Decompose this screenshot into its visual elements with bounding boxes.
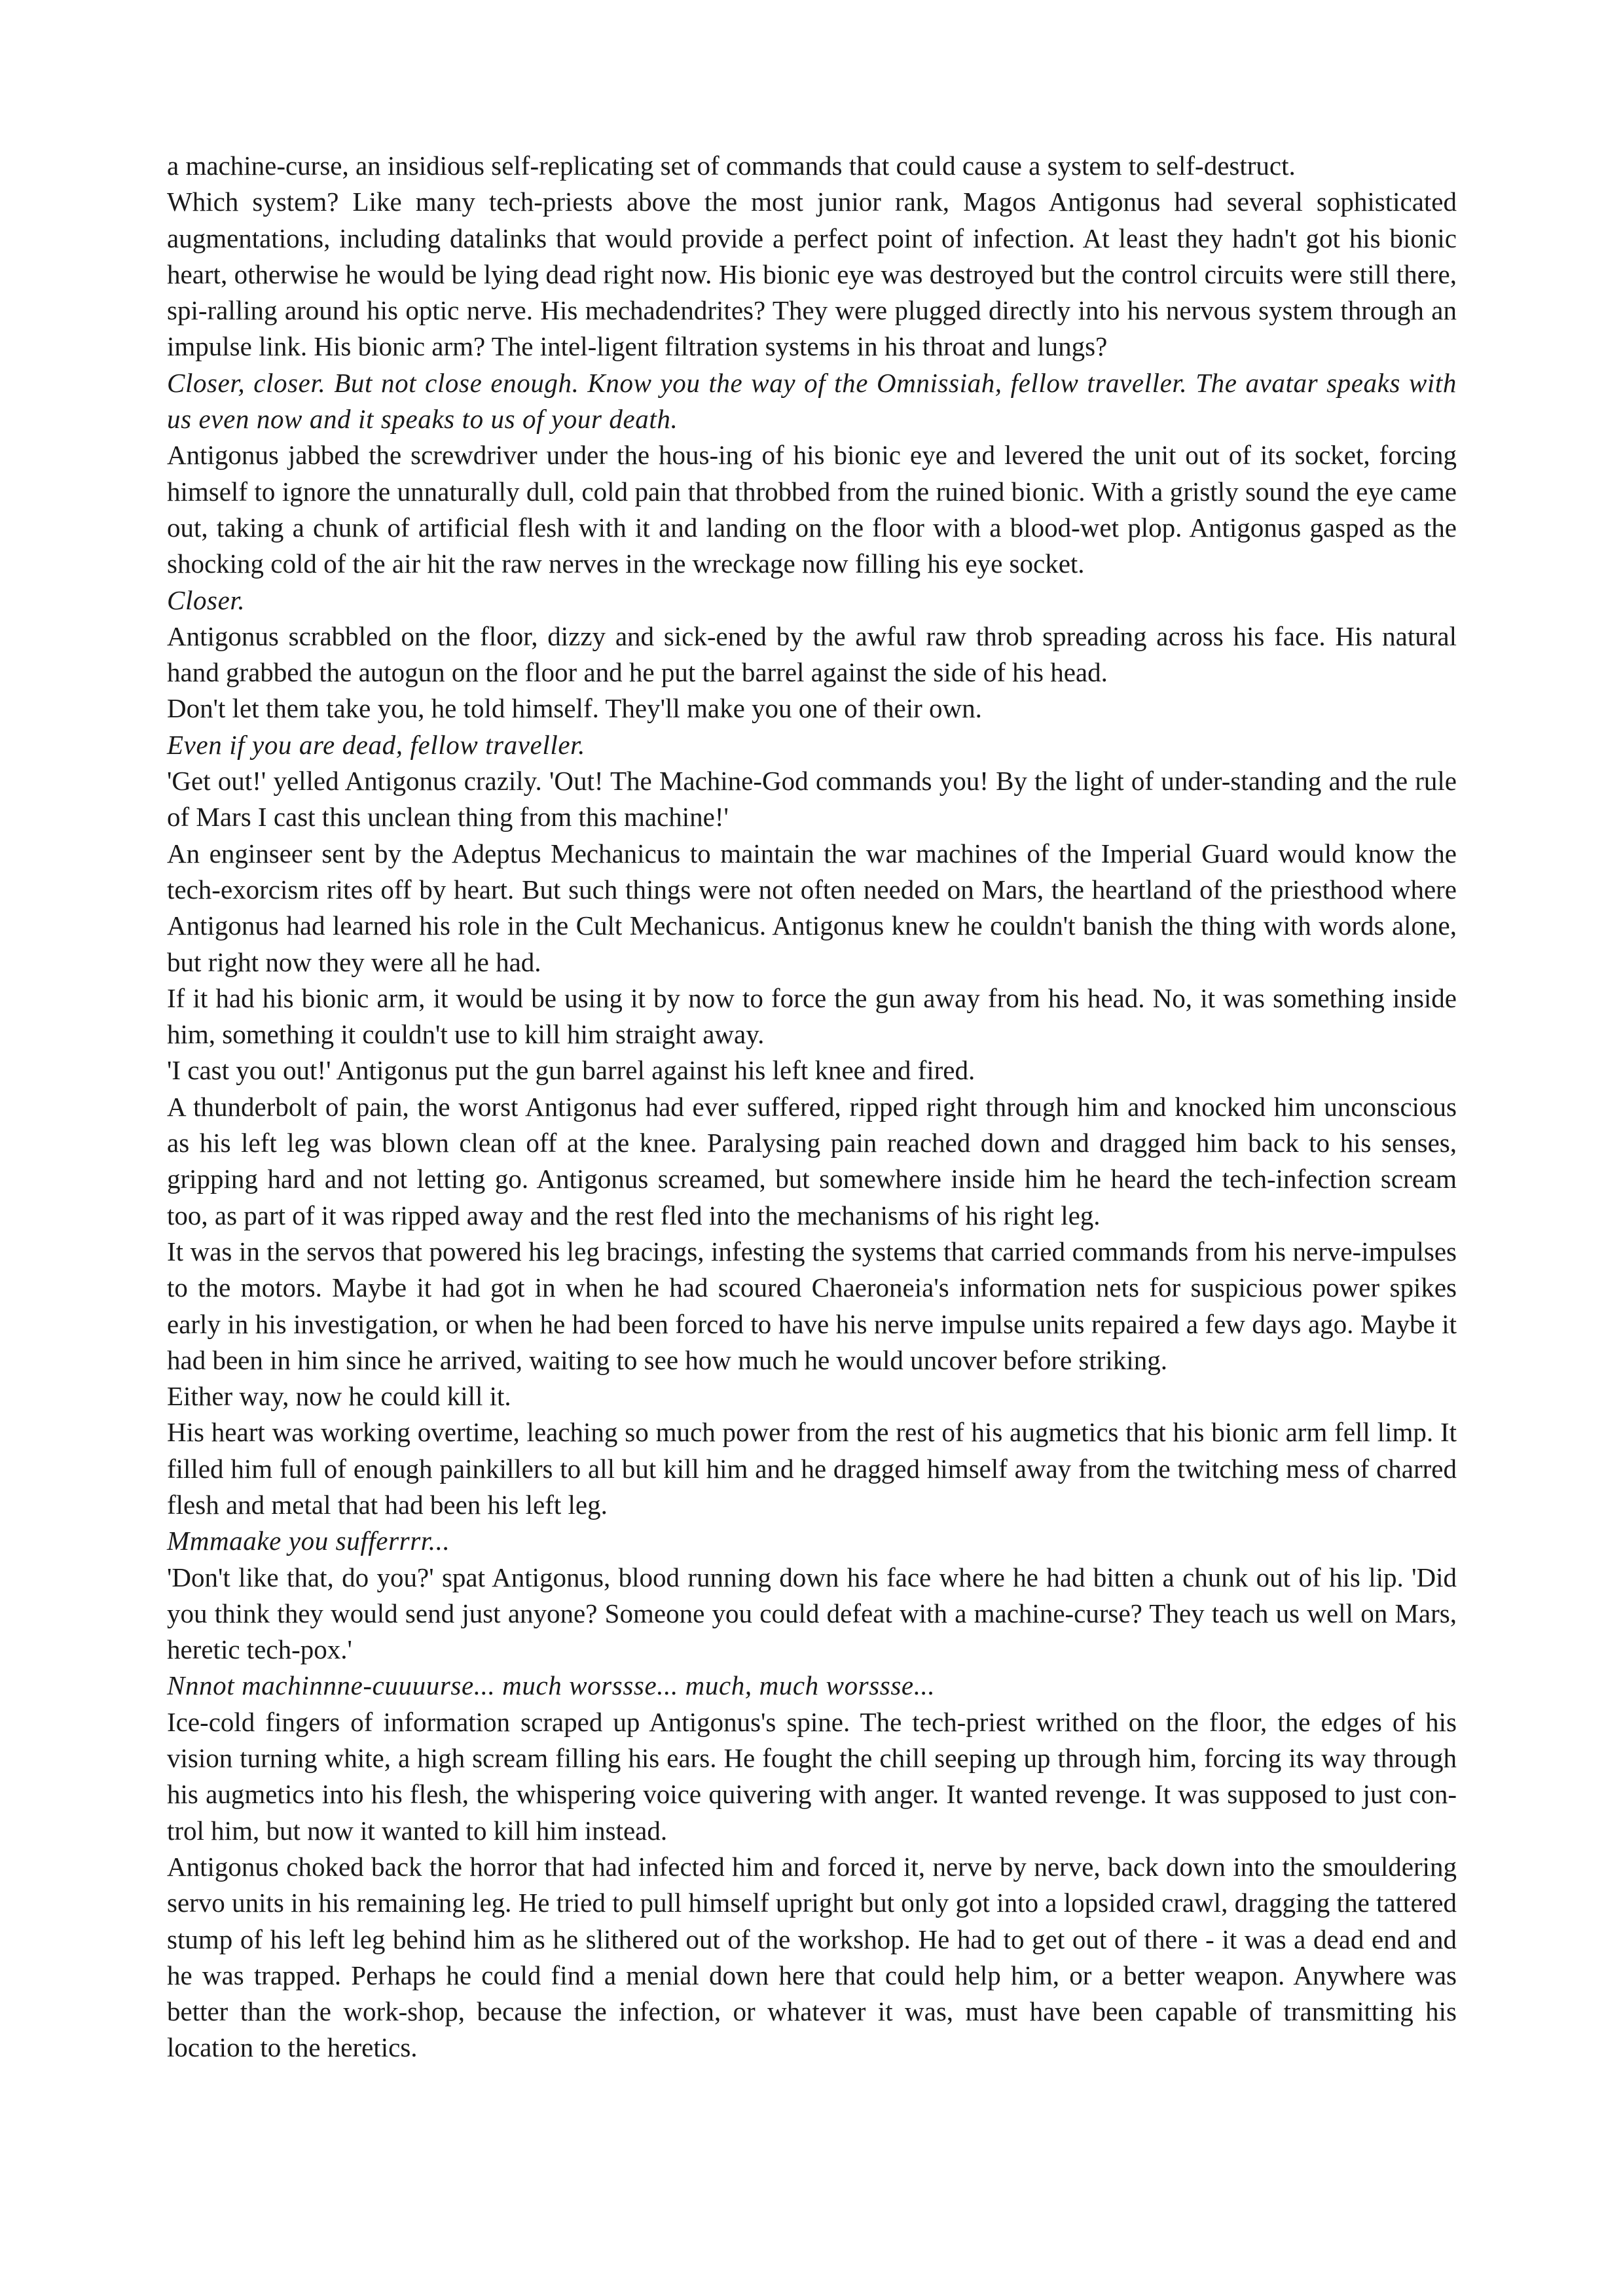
paragraph: If it had his bionic arm, it would be using it by now to force the gun away from his head. No, it was something inside him, something it couldn't use to kill him straight away. (167, 982, 1457, 1050)
paragraph: Antigonus scrabbled on the floor, dizzy and sick-ened by the awful raw throb spreading across his face. His natural hand grabbed the autogun on the floor and he put the barrel against the side of his head. (167, 620, 1457, 688)
paragraph: Ice-cold fingers of information scraped up Antigonus's spine. The tech-priest writhed on the floor, the edges of his vision turning white, a high scream filling his ears. He fought the chill seeping up through him, forcing its way through his augmetics into his flesh, the whispering voice quivering with anger. It wanted revenge. It was supposed to just con-trol him, but now it wanted to kill him instead. (167, 1706, 1457, 1846)
paragraph: a machine-curse, an insidious self-replicating set of commands that could cause a system to self-destruct. (167, 151, 1296, 181)
machine-voice-paragraph: Mmmaake you sufferrrr... (167, 1526, 450, 1556)
paragraph: 'Get out!' yelled Antigonus crazily. 'Out! The Machine-God commands you! By the light of under-standing and the rule of Mars I cast this unclean thing from this machine!' (167, 766, 1457, 833)
paragraph: A thunderbolt of pain, the worst Antigonus had ever suffered, ripped right through him and knocked him unconscious as his left leg was blown clean off at the knee. Paralysing pain reached down and dragged him back to his senses, gripping hard and not letting go. Antigonus screamed, but somewhere inside him he heard the tech-infection scream too, as part of it was ripped away and the rest fled into the mechanisms of his right leg. (167, 1091, 1457, 1230)
paragraph: Don't let them take you, he told himself. They'll make you one of their own. (167, 693, 982, 724)
machine-voice-paragraph: Even if you are dead, fellow traveller. (167, 729, 586, 760)
machine-voice-paragraph: Nnnot machinnne-cuuuurse... much worssse... much, much worssse... (167, 1670, 936, 1701)
paragraph: 'Don't like that, do you?' spat Antigonus, blood running down his face where he had bitten a chunk out of his lip. 'Did you think they would send just anyone? Someone you could defeat with a machine-curse? They teach us well on Mars, heretic tech-pox.' (167, 1562, 1457, 1665)
paragraph: 'I cast you out!' Antigonus put the gun barrel against his left knee and fired. (167, 1055, 976, 1086)
paragraph: Antigonus choked back the horror that had infected him and forced it, nerve by nerve, back down into the smouldering servo units in his remaining leg. He tried to pull himself upright but only got into a lopsided crawl, dragging the tattered stump of his left leg behind him as he slithered out of the workshop. He had to get out of there - it was a dead end and he was trapped. Perhaps he could find a menial down here that could help him, or a better weapon. Anywhere was better than the work-shop, because the infection, or whatever it was, must have been capable of transmitting his location to the heretics. (167, 1851, 1457, 2063)
machine-voice-paragraph: Closer, closer. But not close enough. Know you the way of the Omnissiah, fellow traveller. The avatar speaks with us even now and it speaks to us of your death. (167, 367, 1457, 435)
paragraph: Which system? Like many tech-priests above the most junior rank, Magos Antigonus had several sophisticated augmentations, including datalinks that would provide a perfect point of infection. At least they hadn't got his bionic heart, otherwise he would be lying dead right now. His bionic eye was destroyed but the control circuits were still there, spi-ralling around his optic nerve. His mechadendrites? They were plugged directly into his nervous system through an impulse link. His bionic arm? The intel-ligent filtration systems in his throat and lungs? (167, 187, 1457, 362)
machine-voice-paragraph: Closer. (167, 584, 246, 615)
document-body (167, 148, 1457, 2066)
paragraph: An enginseer sent by the Adeptus Mechanicus to maintain the war machines of the Imperial Guard would know the tech-exorcism rites off by heart. But such things were not often needed on Mars, the heartland of the priesthood where Antigonus had learned his role in the Cult Mechanicus. Antigonus knew he couldn't banish the thing with words alone, but right now they were all he had. (167, 838, 1457, 977)
paragraph: It was in the servos that powered his leg bracings, infesting the systems that carried commands from his nerve-impulses to the motors. Maybe it had got in when he had scoured Chaeroneia's information nets for suspicious power spikes early in his investigation, or when he had been forced to have his nerve impulse units repaired a few days ago. Maybe it had been in him since he arrived, waiting to see how much he would uncover before striking. (167, 1236, 1457, 1375)
paragraph: Antigonus jabbed the screwdriver under the hous-ing of his bionic eye and levered the unit out of its socket, forcing himself to ignore the unnaturally dull, cold pain that throbbed from the ruined bionic. With a gristly sound the eye came out, taking a chunk of artificial flesh with it and landing on the floor with a blood-wet plop. Antigonus gasped as the shocking cold of the air hit the raw nerves in the wreckage now filling his eye socket. (167, 440, 1457, 579)
paragraph: His heart was working overtime, leaching so much power from the rest of his augmetics that his bionic arm fell limp. It filled him full of enough painkillers to all but kill him and he dragged himself away from the twitching mess of charred flesh and metal that had been his left leg. (167, 1417, 1457, 1520)
paragraph: Either way, now he could kill it. (167, 1381, 511, 1412)
